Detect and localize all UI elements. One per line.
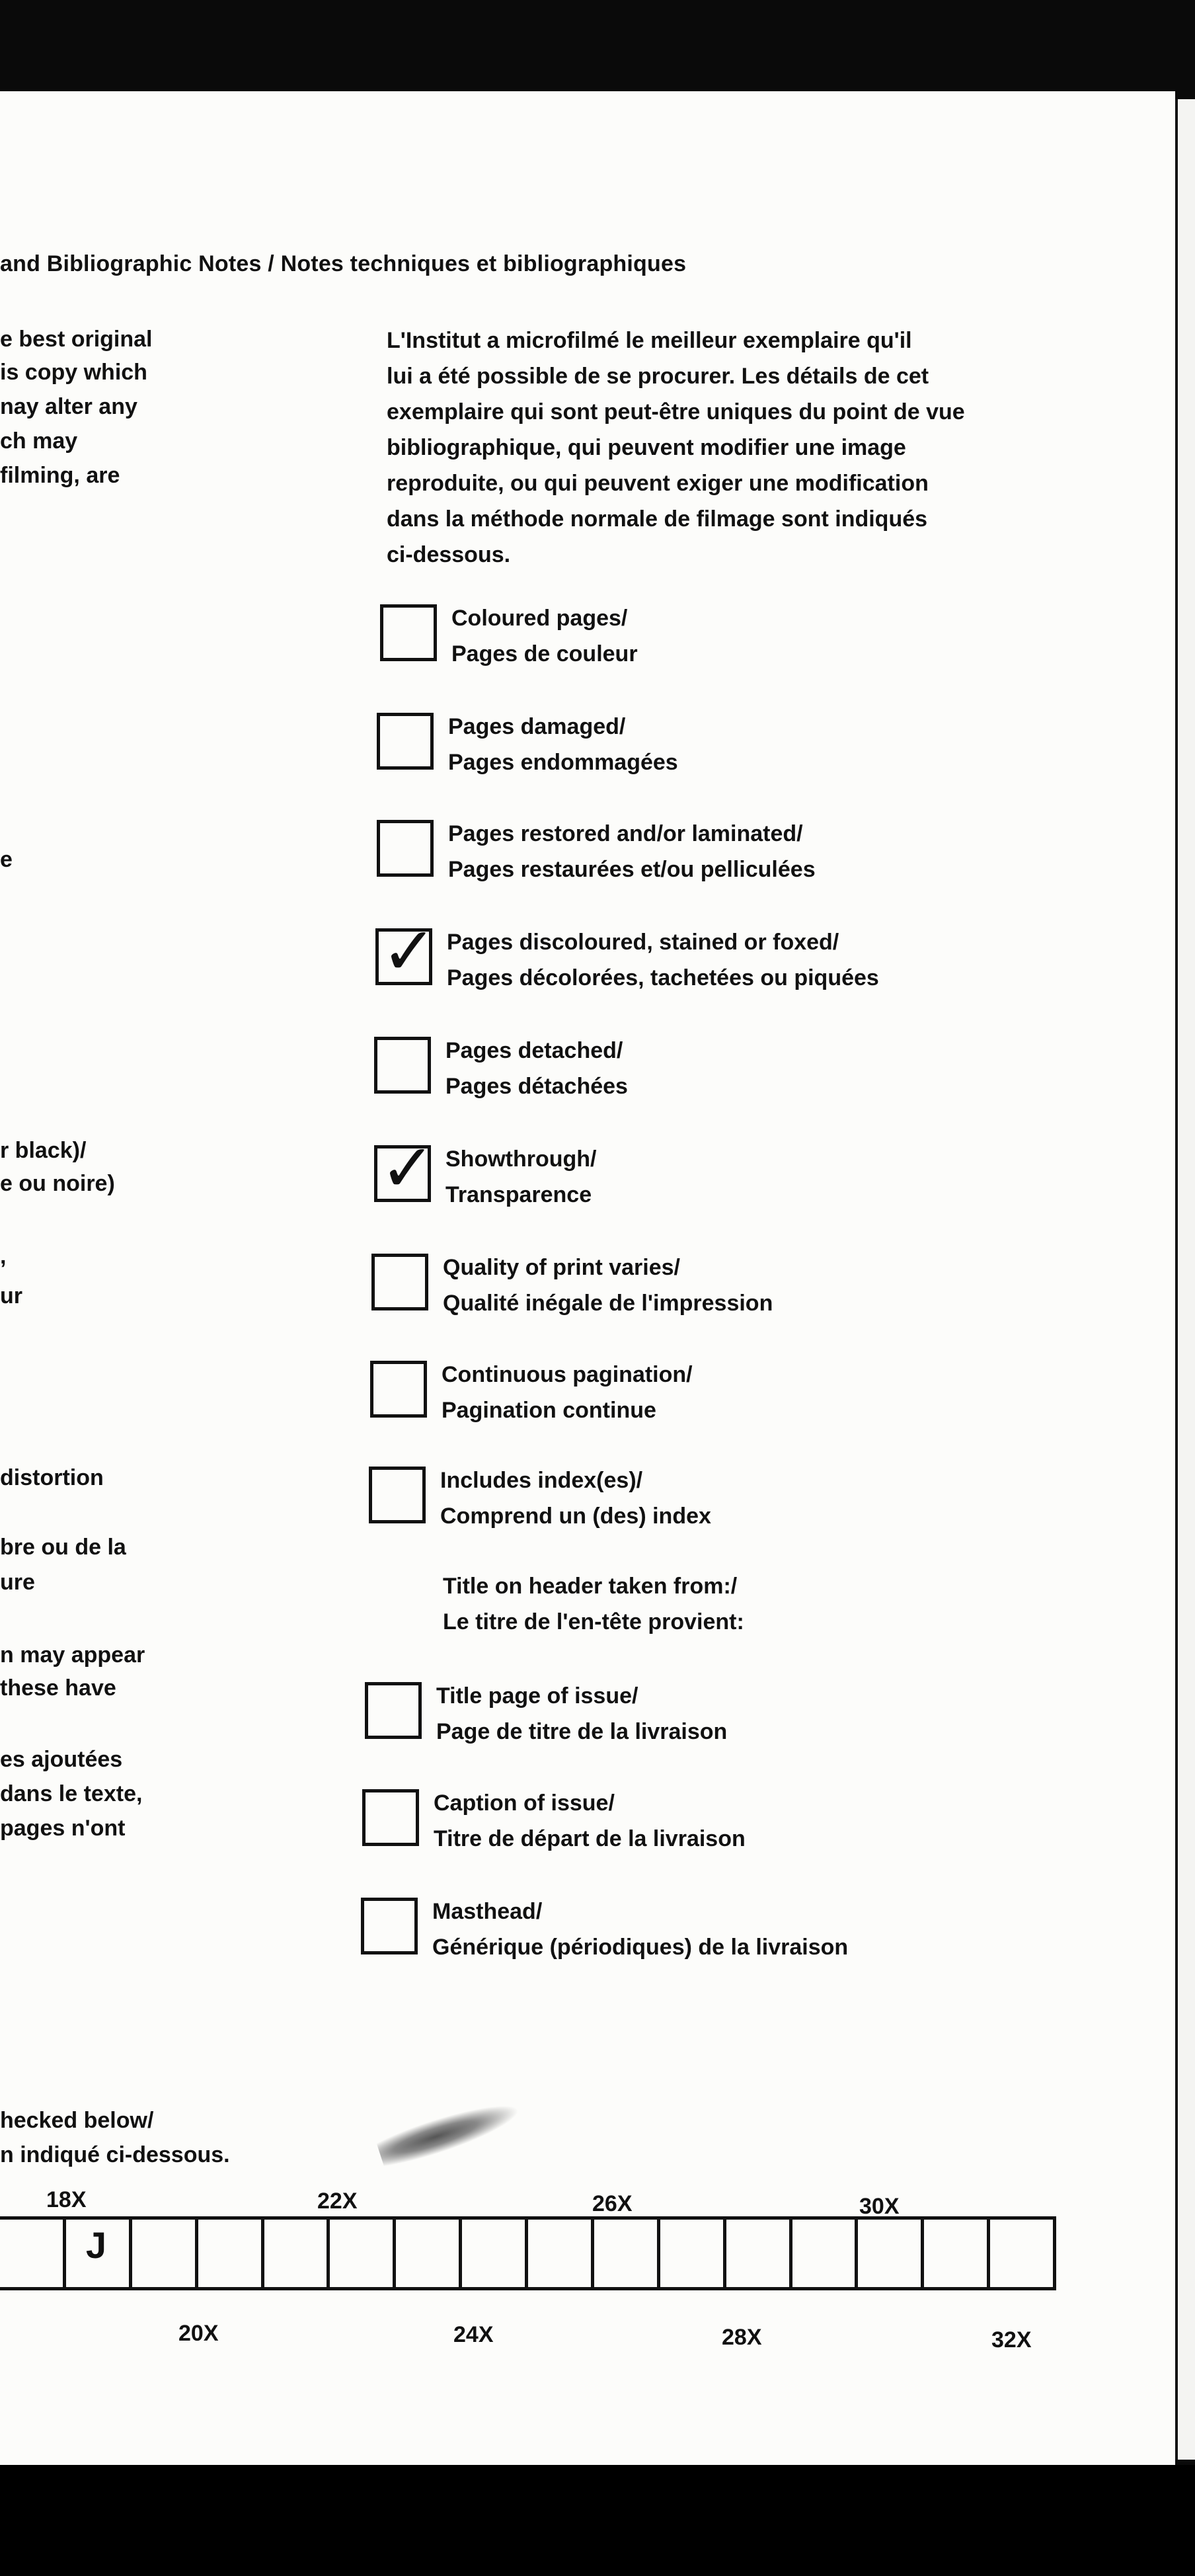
scale-label: 18X: [46, 2187, 87, 2212]
left-text-fragment: r black)/: [0, 1138, 87, 1163]
intro-line: ci-dessous.: [387, 542, 511, 567]
left-text-fragment: ch may: [0, 428, 78, 454]
scale-label: 30X: [859, 2194, 900, 2219]
left-text-fragment: es ajoutées: [0, 1747, 123, 1772]
left-text-fragment: is copy which: [0, 360, 147, 385]
scale-cell: [858, 2220, 924, 2287]
scale-cell: [792, 2220, 859, 2287]
option-label-fr: Pages endommagées: [448, 750, 678, 775]
scale-cell: [396, 2220, 462, 2287]
check-mark-icon: ✓: [380, 1129, 436, 1207]
option-label-fr: Pages détachées: [445, 1074, 628, 1099]
scale-cell: [264, 2220, 330, 2287]
title-on-header-fr: Le titre de l'en-tête provient:: [443, 1609, 744, 1634]
scale-label: 24X: [453, 2322, 494, 2347]
option-label-fr: Pagination continue: [442, 1398, 656, 1423]
section-header: and Bibliographic Notes / Notes techniques et bibliographiques: [0, 251, 687, 276]
left-text-fragment: e ou noire): [0, 1171, 115, 1196]
option-label-fr: Page de titre de la livraison: [436, 1719, 728, 1744]
intro-line: exemplaire qui sont peut-être uniques du point de vue: [387, 399, 965, 424]
option-checkbox[interactable]: [370, 1361, 427, 1418]
option-checkbox[interactable]: [377, 713, 434, 770]
option-label-fr: Pages de couleur: [451, 641, 638, 666]
intro-line: L'Institut a microfilmé le meilleur exemplaire qu'il: [387, 328, 912, 353]
option-checkbox[interactable]: [380, 604, 437, 661]
left-text-fragment: n may appear: [0, 1642, 145, 1668]
option-checkbox[interactable]: [371, 1254, 428, 1310]
option-label-fr: Pages décolorées, tachetées ou piquées: [447, 965, 879, 990]
left-text-fragment: ,: [0, 1244, 7, 1269]
scale-cell: [132, 2220, 198, 2287]
option-label-en: Pages discoloured, stained or foxed/: [447, 930, 839, 955]
intro-line: bibliographique, qui peuvent modifier une image: [387, 435, 906, 460]
option-label-en: Coloured pages/: [451, 606, 628, 631]
title-on-header: [443, 1568, 744, 1640]
option-label-en: Continuous pagination/: [442, 1362, 693, 1387]
scale-cell: [594, 2220, 660, 2287]
option-label-en: Quality of print varies/: [443, 1255, 680, 1280]
scale-cell: [528, 2220, 594, 2287]
option-label-fr: Comprend un (des) index: [440, 1504, 711, 1529]
option-checkbox[interactable]: [369, 1467, 426, 1523]
option-label-fr: Titre de départ de la livraison: [434, 1826, 746, 1851]
intro-line: dans la méthode normale de filmage sont indiqués: [387, 506, 928, 532]
option-checkbox[interactable]: [365, 1682, 422, 1739]
left-text-fragment: ure: [0, 1570, 35, 1595]
scale-cell: [66, 2220, 132, 2287]
option-label-en: Masthead/: [432, 1899, 543, 1924]
option-checkbox[interactable]: [374, 1037, 431, 1094]
option-label-en: Pages damaged/: [448, 714, 626, 739]
scale-label: 20X: [178, 2321, 219, 2346]
scale-label: 32X: [991, 2327, 1032, 2353]
left-text-fragment: nay alter any: [0, 394, 137, 419]
scale-cell: [660, 2220, 726, 2287]
left-text-fragment: e best original: [0, 327, 153, 352]
left-text-fragment: pages n'ont: [0, 1816, 126, 1841]
intro-line: lui a été possible de se procurer. Les détails de cet: [387, 364, 929, 389]
left-text-fragment: n indiqué ci-dessous.: [0, 2142, 230, 2167]
option-label-fr: Pages restaurées et/ou pelliculées: [448, 857, 816, 882]
scale-cell-mark: J: [85, 2224, 107, 2266]
option-label-en: Pages detached/: [445, 1038, 623, 1063]
option-checkbox[interactable]: [362, 1789, 419, 1846]
intro-paragraph: [387, 323, 1061, 573]
option-label-fr: Qualité inégale de l'impression: [443, 1291, 773, 1316]
scale-cell: [462, 2220, 528, 2287]
page-edge: [1175, 99, 1195, 2460]
check-mark-icon: ✓: [381, 912, 437, 990]
option-label-en: Caption of issue/: [434, 1791, 615, 1816]
left-text-fragment: distortion: [0, 1465, 104, 1490]
reduction-ratio-strip: [0, 2216, 1056, 2290]
option-checkbox[interactable]: [361, 1898, 418, 1954]
scale-cell: [990, 2220, 1053, 2287]
left-text-fragment: these have: [0, 1675, 116, 1701]
left-text-fragment: filming, are: [0, 463, 120, 488]
option-label-en: Showthrough/: [445, 1147, 597, 1172]
left-text-fragment: bre ou de la: [0, 1535, 126, 1560]
left-text-fragment: e: [0, 847, 13, 872]
left-text-fragment: hecked below/: [0, 2108, 154, 2133]
scale-cell: [198, 2220, 264, 2287]
scale-label: 22X: [317, 2189, 358, 2214]
option-label-en: Title page of issue/: [436, 1683, 638, 1709]
option-checkbox[interactable]: [377, 820, 434, 877]
scale-cell: [330, 2220, 396, 2287]
scan-border: [0, 2465, 1195, 2576]
left-text-fragment: dans le texte,: [0, 1781, 143, 1806]
title-on-header-en: Title on header taken from:/: [443, 1574, 738, 1599]
option-checkbox[interactable]: [375, 912, 437, 990]
intro-line: reproduite, ou qui peuvent exiger une modification: [387, 471, 929, 496]
left-text-fragment: ur: [0, 1283, 22, 1308]
option-checkbox[interactable]: [374, 1129, 436, 1207]
option-label-en: Pages restored and/or laminated/: [448, 821, 803, 846]
scale-cell: [726, 2220, 792, 2287]
scale-cell: [924, 2220, 990, 2287]
option-label-fr: Transparence: [445, 1182, 592, 1207]
option-label-fr: Générique (périodiques) de la livraison: [432, 1935, 849, 1960]
scale-label: 26X: [592, 2191, 633, 2216]
scale-label: 28X: [722, 2325, 762, 2350]
option-label-en: Includes index(es)/: [440, 1468, 643, 1493]
scale-cell: [0, 2220, 66, 2287]
